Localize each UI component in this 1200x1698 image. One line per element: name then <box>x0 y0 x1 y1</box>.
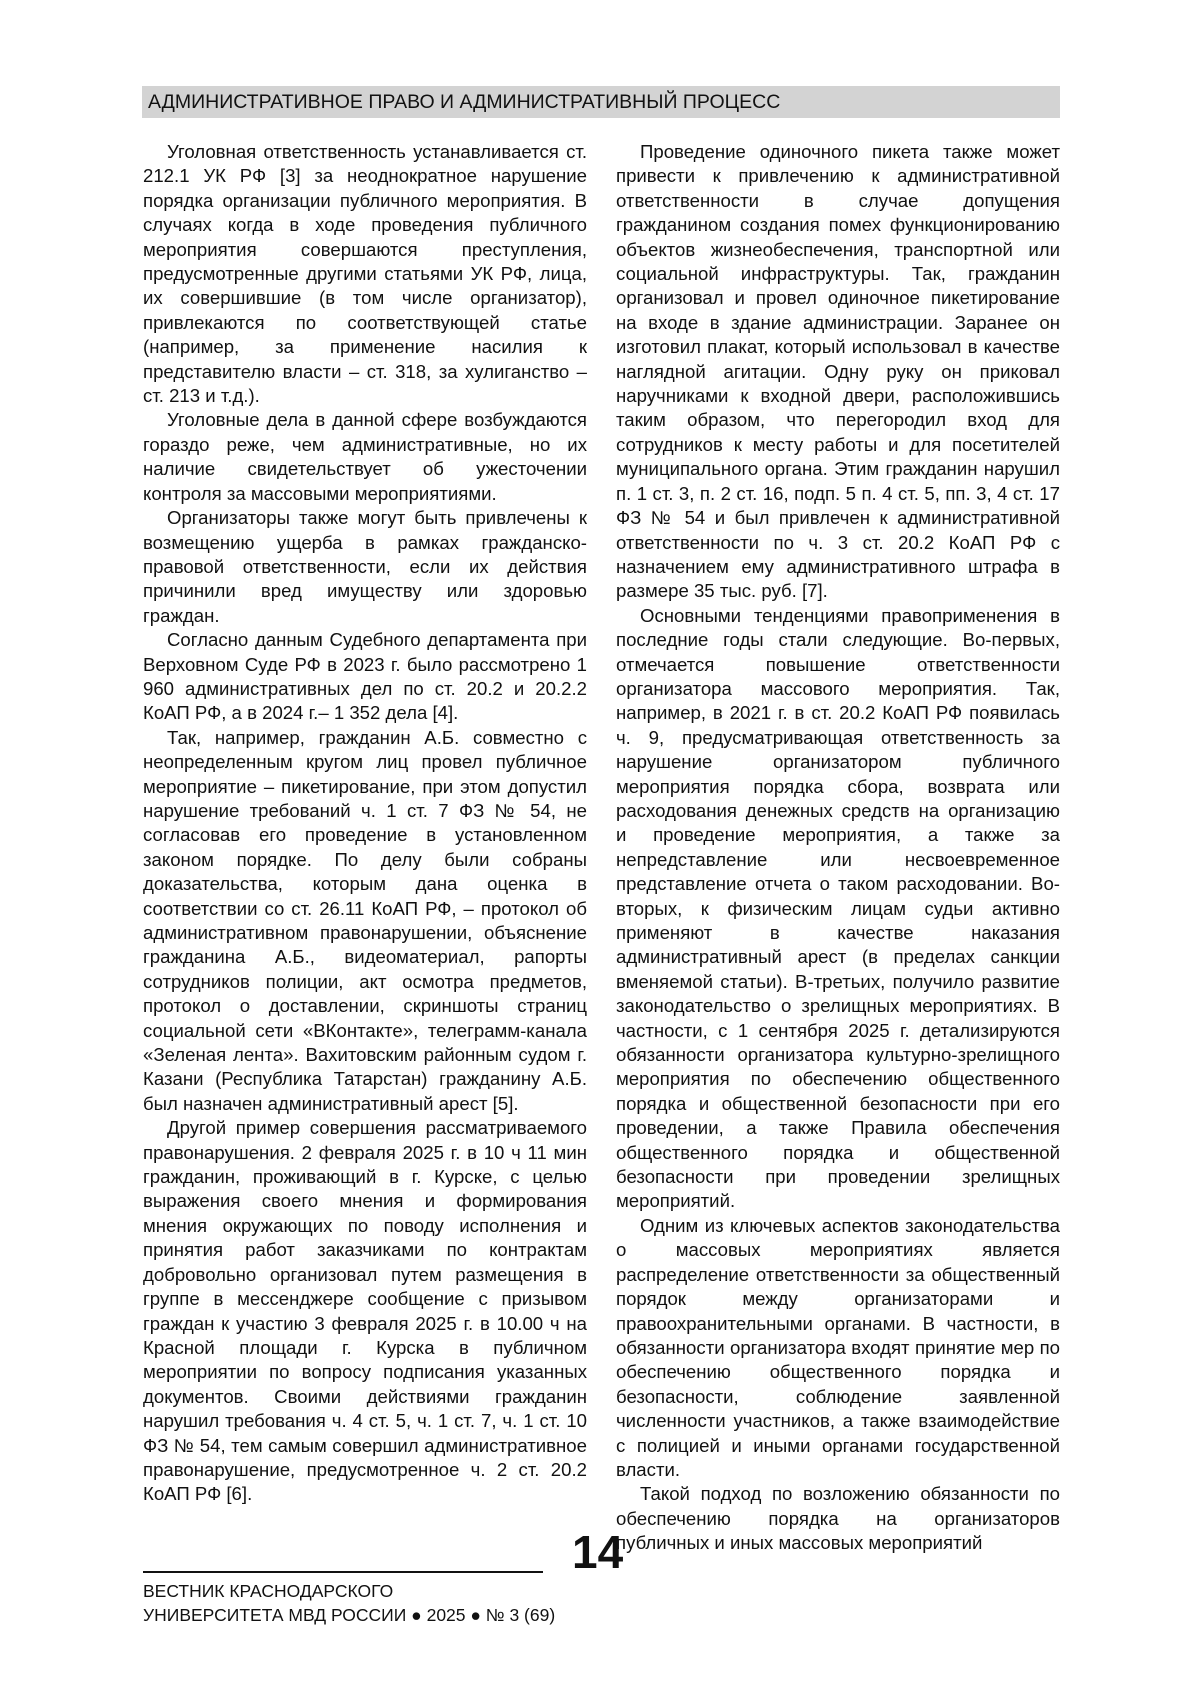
paragraph: Уголовные дела в данной сфере возбуждаются гораздо реже, чем административные, но их наличие свидетельствует об ужесточении контроля за массовыми мероприятиями. <box>143 409 587 504</box>
paragraph: Уголовная ответственность устанавливается ст. 212.1 УК РФ [3] за неоднократное нарушение порядка организации публичного мероприятия. В случаях когда в ходе проведения публичного мероприятия совершаются преступления, предусмотренные другими статьями УК РФ, лица, их совершившие (в том числе организатор), привлекаются по соответствующей статье (например, за применение насилия к представителю власти – ст. 318, за хулиганство – ст. 213 и т.д.). <box>143 141 587 407</box>
page-number: 14 <box>572 1526 624 1578</box>
paragraph: Одним из ключевых аспектов законодательства о массовых мероприятиях является распределение ответственности за общественный порядок между организаторами и правоохранительными органами. В частности, в обязанности организатора входят принятие мер по обеспечению общественного порядка и безопасности, соблюдение заявленной численности участников, а также взаимодействие с полицией и иными органами государственной власти. <box>616 1214 1060 1480</box>
paragraph: Проведение одиночного пикета также может привести к привлечению к административной ответственности в случае допущения гражданином создания помех функционированию объектов жизнеобеспечения, транспортной или социальной инфраструктуры. Так, гражданин организовал и провел одиночное пикетирование на входе в здание администрации. Заранее он изготовил плакат, который использовал в качестве наглядной агитации. Одну руку он приковал наручниками к входной двери, расположившись таким образом, что перегородил вход для сотрудников к месту работы и для посетителей муниципального органа. Этим гражданин нарушил п. 1 ст. 3, п. 2 ст. 16, подп. 5 п. 4 ст. 5, пп. 3, 4 ст. 17 ФЗ № 54 и был привлечен к административной ответственности по ч. 3 ст. 20.2 КоАП РФ с назначением ему административного штрафа в размере 35 тыс. руб. [7]. <box>616 141 1060 602</box>
left-column <box>143 140 587 1510</box>
paragraph: Основными тенденциями правоприменения в последние годы стали следующие. Во-первых, отмечается повышение ответственности организатора массового мероприятия. Так, например, в 2021 г. в ст. 20.2 КоАП РФ появилась ч. 9, предусматривающая ответственность за нарушение организатором публичного мероприятия порядка сбора, возврата или расходования денежных средств на организацию и проведение мероприятия, а также за непредставление или несвоевременное представление отчета о таком расходовании. Во-вторых, к физическим лицам судьи активно применяют в качестве наказания административный арест (в пределах санкции вменяемой статьи). В-третьих, получило развитие законодательство о зрелищных мероприятиях. В частности, с 1 сентября 2025 г. детализируются обязанности организатора культурно-зрелищного мероприятия по обеспечению общественного порядка и общественной безопасности при его проведении, а также Правила обеспечения общественного порядка и общественной безопасности при проведении зрелищных мероприятий. <box>616 604 1060 1212</box>
paragraph: Такой подход по возложению обязанности по обеспечению порядка на организаторов публичных и иных массовых мероприятий <box>616 1483 1060 1554</box>
section-title: АДМИНИСТРАТИВНОЕ ПРАВО И АДМИНИСТРАТИВНЫЙ ПРОЦЕСС <box>148 91 781 113</box>
right-column <box>616 140 1060 1554</box>
paragraph: Организаторы также могут быть привлечены к возмещению ущерба в рамках гражданско-правовой ответственности, если их действия причинили вред имуществу или здоровью граждан. <box>143 507 587 626</box>
paragraph: Другой пример совершения рассматриваемого правонарушения. 2 февраля 2025 г. в 10 ч 11 мин гражданин, проживающий в г. Курске, с целью выражения своего мнения и формирования мнения окружающих по поводу исполнения и принятия работ заказчиками по контрактам добровольно организовал путем размещения в группе в мессенджере сообщение с призывом граждан к участию 3 февраля 2025 г. в 10.00 ч на Красной площади г. Курска в публичном мероприятии по вопросу подписания указанных документов. Своими действиями гражданин нарушил требования ч. 4 ст. 5, ч. 1 ст. 7, ч. 1 ст. 10 ФЗ № 54, тем самым совершил административное правонарушение, предусмотренное ч. 2 ст. 20.2 КоАП РФ [6]. <box>143 1117 587 1505</box>
paragraph: Так, например, гражданин А.Б. совместно с неопределенным кругом лиц провел публичное мероприятие – пикетирование, при этом допустил нарушение требований ч. 1 ст. 7 ФЗ № 54, не согласовав его проведение в установленном законом порядке. По делу были собраны доказательства, которым дана оценка в соответствии со ст. 26.11 КоАП РФ, – протокол об административном правонарушении, объяснение гражданина А.Б., видеоматериал, рапорты сотрудников полиции, акт осмотра предметов, протокол о доставлении, скриншоты страниц социальной сети «ВКонтакте», телеграмм-канала «Зеленая лента». Вахитовским районным судом г. Казани (Республика Татарстан) гражданину А.Б. был назначен административный арест [5]. <box>143 726 587 1114</box>
journal-title-line-2: УНИВЕРСИТЕТА МВД РОССИИ ● 2025 ● № 3 (69) <box>143 1605 556 1625</box>
paragraph: Согласно данным Судебного департамента при Верховном Суде РФ в 2023 г. было рассмотрено 1 960 административных дел по ст. 20.2 и 20.2.2 КоАП РФ, а в 2024 г.– 1 352 дела [4]. <box>143 629 587 724</box>
footer-divider <box>143 1571 543 1573</box>
journal-title-line-1: ВЕСТНИК КРАСНОДАРСКОГО <box>143 1581 394 1601</box>
